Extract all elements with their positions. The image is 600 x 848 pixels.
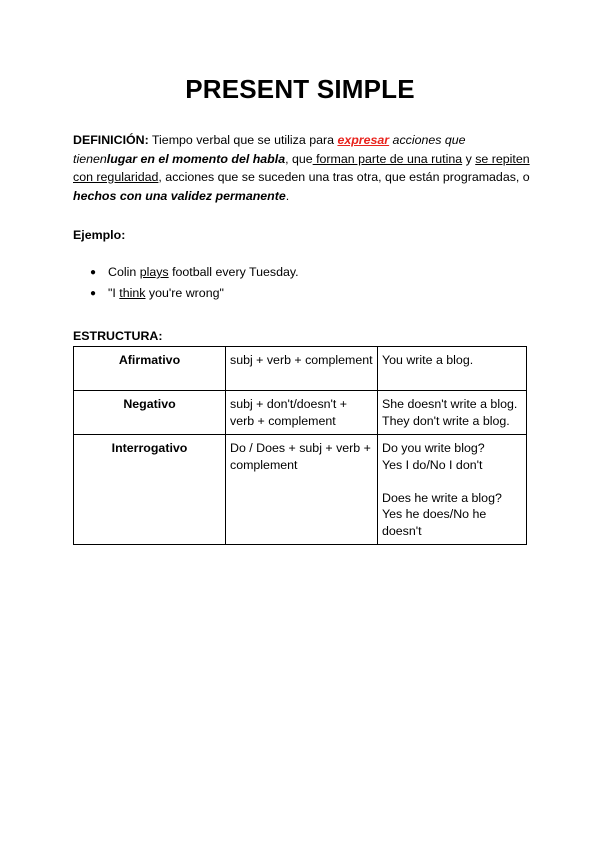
definition-text: , que — [285, 151, 313, 166]
example-text: football every Tuesday. — [168, 265, 299, 279]
row-structure: Do / Does + subj + verb + complement — [226, 435, 378, 545]
structure-table — [73, 346, 527, 545]
table-row — [74, 347, 527, 391]
row-structure: subj + don't/doesn't + verb + complement — [226, 391, 378, 435]
list-item — [90, 262, 299, 283]
row-type: Negativo — [74, 391, 226, 435]
definition-text: . — [285, 188, 290, 203]
row-example — [378, 347, 527, 391]
row-example — [378, 435, 527, 545]
highlight-expresar: expresar — [337, 133, 390, 147]
line-gap — [382, 473, 522, 490]
list-item — [90, 283, 299, 304]
bullet-icon: ● — [90, 288, 97, 299]
definition-underline: forman parte de una rutina — [312, 151, 463, 166]
example-verb: think — [119, 286, 146, 300]
example-line: Yes he does/No he doesn't — [382, 507, 487, 538]
definition-text: y — [462, 151, 476, 166]
ejemplo-label: Ejemplo: — [73, 228, 126, 242]
bullet-icon: ● — [90, 267, 97, 278]
example-line: Do you write blog? — [382, 441, 485, 455]
definition-text: , acciones que se suceden una tras otra, que están programadas, o — [158, 170, 530, 184]
definition-emphasis: lugar en el momento del habla — [106, 151, 286, 166]
example-line: You write a blog. — [382, 353, 474, 367]
row-type: Afirmativo — [74, 347, 226, 391]
page-title: PRESENT SIMPLE — [185, 74, 415, 104]
definition-emphasis: hechos con una validez permanente — [73, 188, 286, 203]
row-structure: subj + verb + complement — [226, 347, 378, 391]
row-example — [378, 391, 527, 435]
example-line: Yes I do/No I don't — [382, 457, 483, 472]
example-line: Does he write a blog? — [382, 490, 502, 505]
definition-paragraph — [73, 131, 533, 205]
example-verb: plays — [139, 265, 169, 279]
table-row — [74, 435, 527, 545]
definition-underline: se repiten con regularidad — [73, 151, 530, 184]
example-line: They don't write a blog. — [382, 413, 510, 428]
table-row — [74, 391, 527, 435]
example-text: you're wrong" — [145, 286, 224, 300]
example-text: Colin — [108, 265, 140, 279]
row-type: Interrogativo — [74, 435, 226, 545]
example-list — [90, 262, 299, 304]
definition-text: acciones que tienen — [73, 133, 466, 166]
estructura-label: ESTRUCTURA: — [73, 329, 163, 343]
definition-text: Tiempo verbal que se utiliza para — [148, 133, 338, 147]
example-line: She doesn't write a blog. — [382, 397, 518, 411]
example-text: "I — [108, 286, 120, 300]
definition-label: DEFINICIÓN: — [73, 133, 149, 147]
